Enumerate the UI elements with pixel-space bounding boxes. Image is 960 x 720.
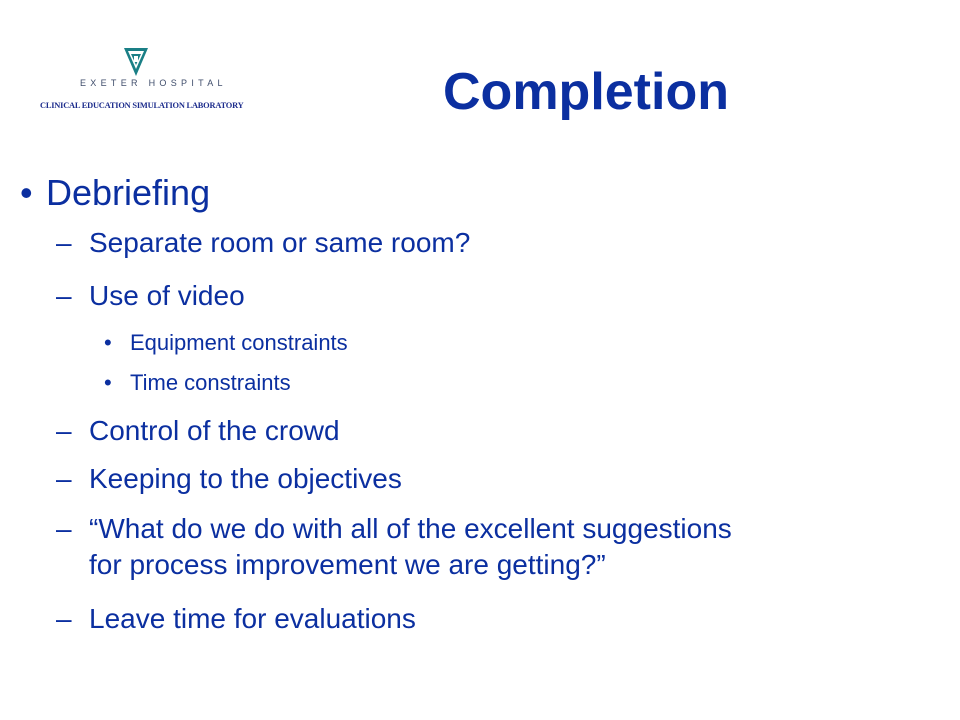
subsub-item-text: Time constraints [130,370,291,395]
bullet-marker: • [20,172,33,213]
hospital-logo [40,46,244,116]
dash-marker: – [56,603,72,634]
sub-item-text: “What do we do with all of the excellent suggestions [89,513,732,544]
sub-item-suggestions-continued: for process improvement we are getting?” [89,549,606,580]
sub-item-text: Use of video [89,280,245,311]
sub-item-text: Leave time for evaluations [89,603,416,634]
bullet-text: Debriefing [46,172,211,213]
dash-marker: – [56,280,72,311]
subsub-item-text: Equipment constraints [130,330,348,355]
logo-lab-name: CLINICAL EDUCATION SIMULATION LABORATORY [40,101,244,110]
sub-item-text: Control of the crowd [89,415,340,446]
hospital-emblem-icon [118,46,154,78]
sub-item-text: Separate room or same room? [89,227,471,258]
slide-title: Completion [443,63,729,121]
dash-marker: – [56,227,72,258]
logo-hospital-name: EXETER HOSPITAL [80,78,227,88]
dash-marker: – [56,415,72,446]
bullet-marker: • [104,370,112,395]
sub-item-text: Keeping to the objectives [89,463,402,494]
dash-marker: – [56,463,72,494]
bullet-marker: • [104,330,112,355]
dash-marker: – [56,513,72,544]
